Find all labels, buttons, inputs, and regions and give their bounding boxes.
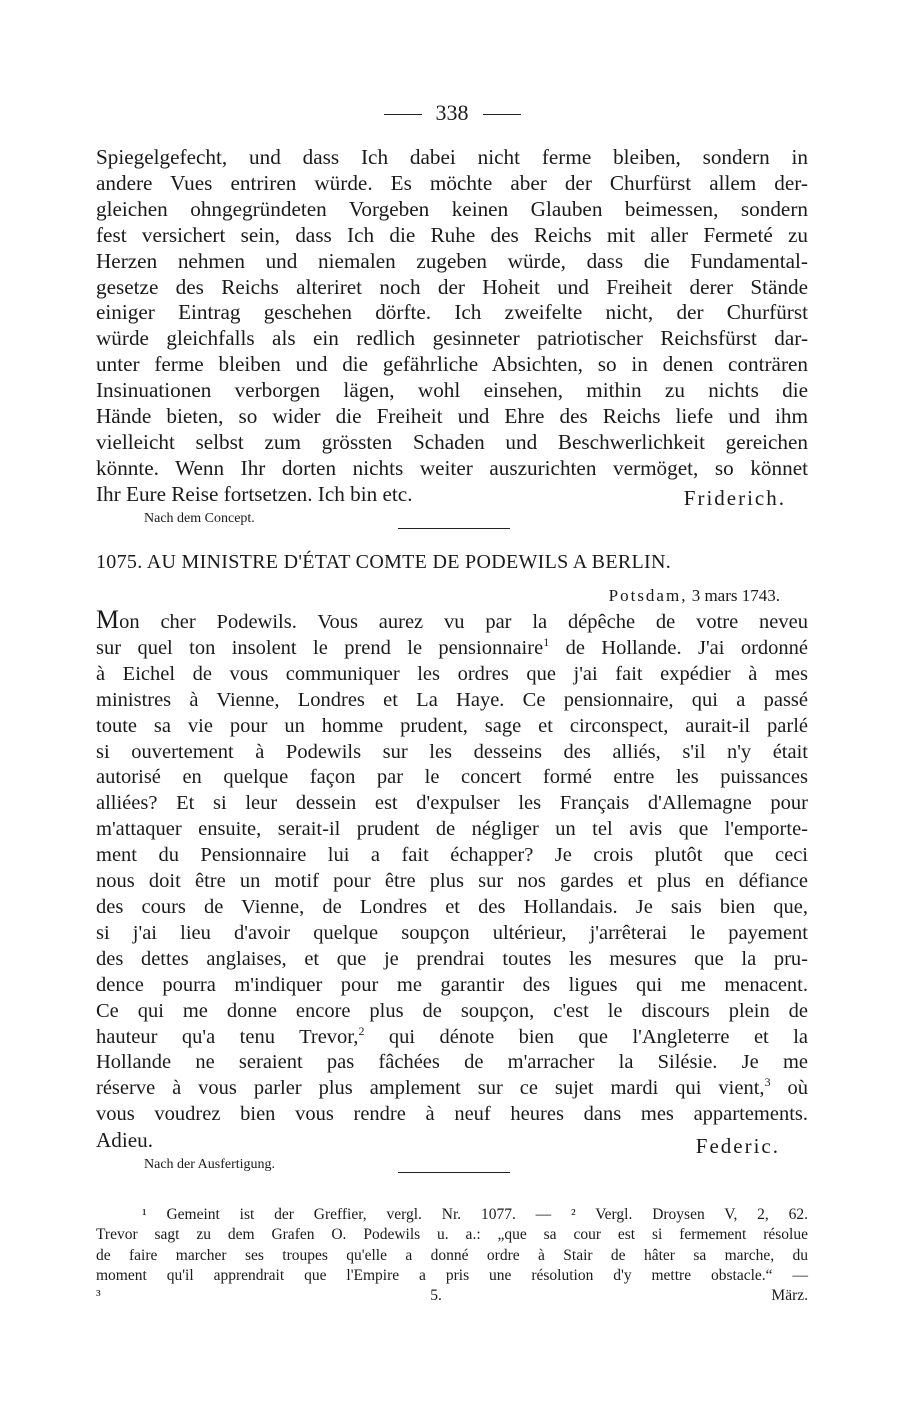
header-dash-left [384, 114, 422, 115]
text-fragment: on cher Podewils. Vous aurez vu par la dépêche de votre neveu [119, 611, 808, 633]
text-line: andere Vues entriren würde. Es möchte aber der Churfürst allem der- [96, 170, 808, 195]
text-line: Herzen nehmen und niemalen zugeben würde, dass die Fundamental- [96, 248, 808, 273]
text-line: Insinuationen verborgen lägen, wohl einsehen, mithin zu nichts die [96, 378, 808, 403]
text-line: des dettes anglaises, et que je prendrai toutes les mesures que la pru- [96, 947, 808, 970]
text-line: toute sa vie pour un homme prudent, sage et circonspect, aurait-il parlé [96, 714, 808, 737]
text-fragment: sur quel ton insolent le prend le pensionnaire [96, 636, 544, 659]
text-line: dence pourra m'indiquer pour me garantir des ligues qui me menacent. [96, 973, 808, 996]
page-number: 338 [435, 100, 469, 125]
letter-text [96, 605, 809, 1159]
header-dash-right [483, 114, 521, 115]
text-line: würde gleichfalls als ein redlich gesinneter patriotischer Reichsfürst dar- [96, 326, 808, 351]
text-line: vous voudrez bien vous rendre à neuf heures dans mes appartements. [96, 1103, 808, 1126]
text-line: einiger Eintrag geschehen dörfte. Ich zweifelte nicht, der Churfürst [96, 300, 808, 325]
text-line: Ce qui me donne encore plus de soupçon, c'est le discours plein de [96, 999, 808, 1022]
text-line: Hollande ne seraient pas fâchées de m'arracher la Silésie. Je me [96, 1051, 808, 1074]
text-line: nous doit être un motif pour être plus sur nos gardes et plus en défiance [96, 870, 808, 893]
initial-letter: M [96, 605, 120, 634]
text-line [96, 607, 808, 636]
signature-friderich: Friderich. [683, 485, 786, 510]
dateline-place: Potsdam, [608, 586, 688, 605]
text-fragment: où [770, 1077, 809, 1100]
signature-federic: Federic. [695, 1134, 780, 1159]
footnote-marker: 1 [543, 635, 550, 650]
dateline [609, 586, 780, 606]
footnote-line: moment qu'il apprendrait que l'Empire a pris une résolution d'y mettre obstacle.“ — [96, 1266, 808, 1284]
footnote-line: Trevor sagt zu dem Grafen O. Podewils u. a.: „que sa cour est si fermement résolue [96, 1226, 808, 1244]
text-line: m'attaquer ensuite, serait-il prudent de négliger un tel avis que l'emporte- [96, 818, 808, 841]
text-line: gesetze des Reichs alteriret noch der Hoheit und Freiheit derer Stände [96, 274, 808, 299]
text-line: unter ferme bleiben und die gefährliche Absichten, so in denen conträren [96, 352, 808, 377]
letter-heading: 1075. AU MINISTRE D'ÉTAT COMTE DE PODEWILS A BERLIN. [96, 551, 672, 573]
footnote-line: ¹ Gemeint ist der Greffier, vergl. Nr. 1077. — ² Vergl. Droysen V, 2, 62. [142, 1206, 808, 1223]
text-line: à Eichel de vous communiquer les ordres que j'ai fait expédier à mes [96, 662, 808, 685]
text-line: ministres à Vienne, Londres et La Haye. Ce pensionnaire, qui a passé [96, 688, 808, 711]
footnote-line: de faire marcher ses troupes qu'elle a donné ordre à Stair de hâter sa marche, du [96, 1246, 808, 1264]
text-line: des cours de Vienne, de Londres et des Hollandais. Je sais bien que, [96, 895, 808, 918]
text-fragment: réserve à vous parler plus amplement sur ce sujet mardi qui vient, [96, 1077, 765, 1100]
closing-row [96, 482, 808, 508]
text-line: könnte. Wenn Ihr dorten nichts weiter auszurichten vermöget, so könnet [96, 455, 808, 480]
text-line: si j'ai lieu d'avoir quelque soupçon ultérieur, j'arrêterai le payement [96, 921, 808, 944]
text-line: autorisé en quelque façon par le concert formé entre les puissances [96, 766, 808, 789]
text-fragment: de Hollande. J'ai ordonné [549, 636, 808, 659]
continued-letter-text [96, 145, 808, 508]
footnote-line: ³ 5. März. [96, 1287, 808, 1305]
footnote-marker: 3 [764, 1075, 771, 1090]
text-line: vielleicht selbst zum grössten Schaden und Beschwerlichkeit gereichen [96, 429, 808, 454]
section-divider [398, 528, 510, 529]
source-note-ausfertigung: Nach der Ausfertigung. [144, 1157, 276, 1172]
text-line: Spiegelgefecht, und dass Ich dabei nicht ferme bleiben, sondern in [96, 145, 808, 169]
text-line [96, 636, 808, 662]
text-line: alliées? Et si leur dessein est d'expulser les Français d'Allemagne pour [96, 792, 808, 815]
adieu: Adieu. [96, 1128, 154, 1153]
source-note-concept: Nach dem Concept. [144, 511, 255, 526]
text-line [96, 1076, 808, 1102]
text-line: ment du Pensionnaire lui a fait échapper? Je crois plutôt que ceci [96, 844, 808, 867]
closing-row [96, 1128, 808, 1159]
page-header [96, 100, 808, 126]
text-line: Hände bieten, so wider die Freiheit und Ehre des Reichs liefe und ihm [96, 404, 808, 429]
closing-line: Ihr Eure Reise fortsetzen. Ich bin etc. [96, 481, 413, 506]
text-fragment: hauteur qu'a tenu Trevor, [96, 1025, 359, 1048]
text-line: gleichen ohngegründeten Vorgeben keinen Glauben beimessen, sondern [96, 196, 808, 221]
text-line: si ouvertement à Podewils sur les desseins des alliés, s'il n'y était [96, 740, 808, 763]
text-line: fest versichert sein, dass Ich die Ruhe des Reichs mit aller Fermeté zu [96, 222, 808, 247]
text-line [96, 1025, 808, 1051]
dateline-date: 3 mars 1743. [691, 586, 780, 605]
footnote-marker: 2 [358, 1023, 365, 1038]
text-fragment: qui dénote bien que l'Angleterre et la [364, 1025, 809, 1048]
section-divider [398, 1172, 510, 1173]
footnotes [96, 1205, 808, 1306]
